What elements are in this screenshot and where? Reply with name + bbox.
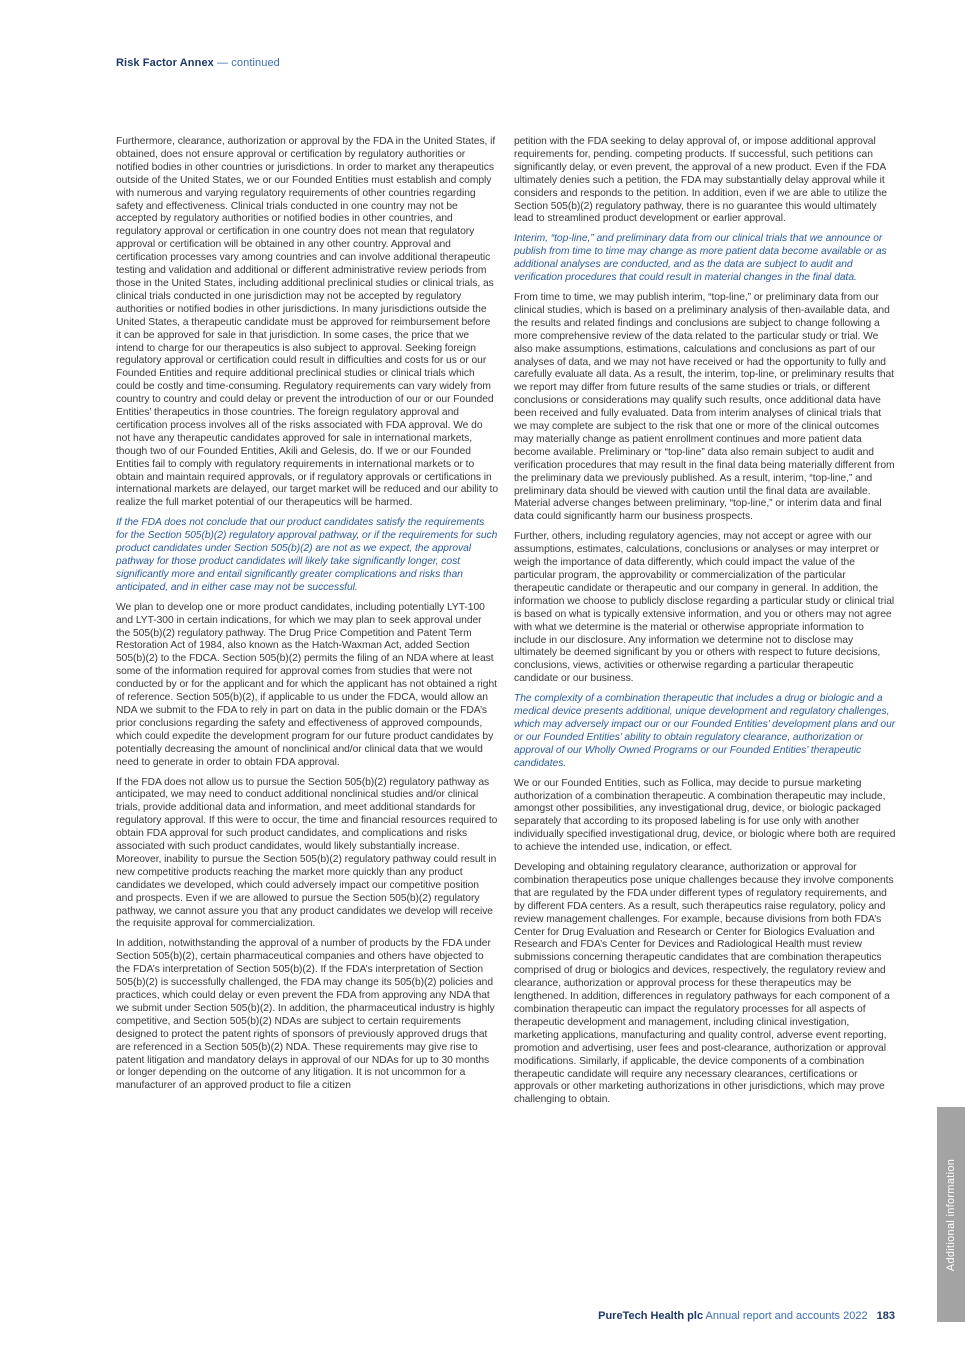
page-footer (598, 1310, 895, 1322)
section-continued: — continued (213, 57, 280, 69)
running-header (116, 57, 280, 69)
side-tab-label: Additional information (945, 1158, 957, 1271)
paragraph: We plan to develop one or more product candidates, including potentially LYT-100 and LYT-300 in certain indications, for which we may plan to seek approval under the 505(b)(2) regulatory pathway. The Drug Price Competition and Patent Term Restoration Act of 1984, also known as the Hatch-Waxman Act, added Section 505(b)(2) to the FDCA. Section 505(b)(2) permits the filing of an NDA where at least some of the information required for approval comes from studies that were not conducted by or for the applicant and for which the applicant has not obtained a right of reference. Section 505(b)(2), if applicable to us under the FDCA, would allow an NDA we submit to the FDA to rely in part on data in the public domain or the FDA’s prior conclusions regarding the safety and effectiveness of approved compounds, which could expedite the development program for our future product candidates by potentially decreasing the amount of nonclinical and/or clinical data that we would need to generate in order to obtain FDA approval. (116, 601, 497, 768)
section-side-tab[interactable] (937, 1107, 965, 1322)
paragraph: From time to time, we may publish interim, “top-line,” or preliminary data from our clinical studies, which is based on a preliminary analysis of then-available data, and the results and related findings and conclusions are subject to change following a more comprehensive review of the data related to the particular study or trial. We also make assumptions, estimations, calculations and conclusions as part of our analyses of data, and we may not have received or had the opportunity to fully and carefully evaluate all data. As a result, the interim, top-line, or preliminary results that we report may differ from future results of the same studies or trials, or different conclusions or considerations may qualify such results, once additional data have been received and fully evaluated. Data from interim analyses of clinical trials that we may complete are subject to the risk that one or more of the clinical outcomes may materially change as patient enrollment continues and more patient data become available. Preliminary or “top-line” data also remain subject to audit and verification procedures that may result in the final data being materially different from the preliminary data we previously published. As a result, interim, “top-line,” and preliminary data should be viewed with caution until the final data are available. Material adverse changes between preliminary, “top-line,” or interim data and final data could significantly harm our business prospects. (514, 291, 895, 523)
page-number: 183 (876, 1310, 895, 1322)
paragraph: Developing and obtaining regulatory clearance, authorization or approval for combination therapeutics pose unique challenges because they involve components that are regulated by the FDA under different types of regulatory requirements, and by different FDA centers. As a result, such therapeutics raise regulatory, policy and review management challenges. For example, because divisions from both FDA’s Center for Drug Evaluation and Research or Center for Biologics Evaluation and Research and FDA’s Center for Devices and Radiological Health must review submissions concerning therapeutic candidates that are combination therapeutics comprised of drug or biologics and devices, respectively, the regulatory review and clearance, authorization or approval process for these therapeutics may be lengthened. In addition, differences in regulatory pathways for each component of a combination therapeutic can impact the regulatory processes for all aspects of therapeutic development and management, including clinical investigation, marketing applications, manufacturing and quality control, adverse event reporting, promotion and advertising, user fees and post-clearance, authorization or approval modifications. Similarly, if applicable, the device components of a combination therapeutic candidate will require any necessary clearances, certifications or approvals or other marketing authorizations in other jurisdictions, which may prove challenging to obtain. (514, 862, 894, 1106)
paragraph: If the FDA does not allow us to pursue the Section 505(b)(2) regulatory pathway as anticipated, we may need to conduct additional nonclinical studies and/or clinical trials, provide additional data and information, and meet additional standards for regulatory approval. If this were to occur, the time and financial resources required to obtain FDA approval for such product candidates, and complications and risks associated with such product candidates, would likely substantially increase. Moreover, inability to pursue the Section 505(b)(2) regulatory pathway could result in new competitive products reaching the market more quickly than any product candidates we developed, which could adversely impact our competitive position and prospects. Even if we are allowed to pursue the Section 505(b)(2) regulatory pathway, we cannot assure you that any product candidates we develop will receive the requisite approval for commercialization. (116, 776, 498, 930)
risk-heading: Interim, “top-line,” and preliminary data from our clinical trials that we announce or publish from time to time may change as more patient data become available or as additional analyses are conducted, and as the data are subject to audit and verification procedures that could result in material changes in the final data. (514, 233, 887, 284)
footer-company: PureTech Health plc (598, 1310, 704, 1322)
right-column (514, 136, 896, 1114)
paragraph: In addition, notwithstanding the approval of a number of products by the FDA under Section 505(b)(2), certain pharmaceutical companies and others have objected to the FDA’s interpretation of Section 505(b)(2). If the FDA’s interpretation of Section 505(b)(2) is successfully challenged, the FDA may change its 505(b)(2) policies and practices, which could delay or even prevent the FDA from approving any NDA that we submit under Section 505(b)(2). In addition, the pharmaceutical industry is highly competitive, and Section 505(b)(2) NDAs are subject to certain requirements designed to protect the patent rights of sponsors of previously approved drugs that are referenced in a Section 505(b)(2) NDA. These requirements may give rise to patent litigation and mandatory delays in approval of our NDAs for up to 30 months or longer depending on the outcome of any litigation. It is not uncommon for a manufacturer of an approved product to file a citizen (116, 938, 495, 1092)
paragraph: We or our Founded Entities, such as Follica, may decide to pursue marketing authorization of a combination therapeutic. A combination therapeutic may include, amongst other possibilities, any investigational drug, device, or biologic packaged separately that according to its proposed labeling is for use only with another individually specified investigational drug, device, or biologic where both are required to achieve the intended use, indication, or effect. (514, 777, 896, 854)
risk-heading: The complexity of a combination therapeutic that includes a drug or biologic and a medical device presents additional, unique development and regulatory challenges, which may adversely impact our or our Founded Entities’ development plans and our or our Founded Entities’ ability to obtain regulatory clearance, authorization or approval of our Wholly Owned Programs or our Founded Entities’ therapeutic candidates. (514, 693, 896, 769)
paragraph: Further, others, including regulatory agencies, may not accept or agree with our assumptions, estimates, calculations, conclusions or analyses or may interpret or weigh the importance of data differently, which could impact the value of the particular program, the approvability or commercialization of the particular therapeutic candidate or therapeutic and our company in general. In addition, the information we choose to publicly disclose regarding a particular study or clinical trial is based on what is typically extensive information, and you or others may not agree with what we determine is the material or otherwise appropriate information to include in our disclosure. Any information we determine not to disclose may ultimately be deemed significant by you or others with respect to future decisions, conclusions, views, activities or otherwise regarding a particular therapeutic candidate or our business. (514, 531, 895, 685)
paragraph: Furthermore, clearance, authorization or approval by the FDA in the United States, if obtained, does not ensure approval or certification by regulatory authorities or notified bodies in other countries or jurisdictions. In order to market any therapeutics outside of the United States, we or our Founded Entities must establish and comply with numerous and varying regulatory requirements of other countries regarding safety and effectiveness. Clinical trials conducted in one country may not be accepted by regulatory authorities or notified bodies in other countries, and regulatory approval or certification in one country does not mean that regulatory approval or certification will be obtained in any other country. Approval and certification processes vary among countries and can involve additional therapeutic testing and validation and additional or different administrative review periods from those in the United States, including additional preclinical studies or clinical trials, as clinical trials conducted in one jurisdiction may not be accepted by regulatory authorities or notified bodies in other jurisdictions. In many jurisdictions outside the United States, a therapeutic candidate must be approved for reimbursement before it can be approved for sale in that jurisdiction. In some cases, the price that we intend to charge for our therapeutics is also subject to approval. Seeking foreign regulatory approval or certification could result in difficulties and costs for us or our Founded Entities and require additional preclinical studies or clinical trials which could be costly and time-consuming. Regulatory requirements can vary widely from country to country and could delay or prevent the introduction of our or our Founded Entities’ therapeutics in those countries. The foreign regulatory approval and certification process involves all of the risks associated with FDA approval. We do not have any therapeutic candidates approved for sale in international markets, though two of our Founded Entities, Akili and Gelesis, do. If we or our Founded Entities fail to comply with regulatory requirements in international markets or to obtain and maintain required approvals, or if regulatory approvals or certifications in international markets are delayed, our target market will be reduced and our ability to realize the full market potential of our therapeutics will be harmed. (116, 136, 498, 509)
section-title: Risk Factor Annex (116, 57, 214, 69)
risk-heading: If the FDA does not conclude that our product candidates satisfy the requirements for the Section 505(b)(2) regulatory approval pathway, or if the requirements for such product candidates under Section 505(b)(2) are not as we expect, the approval pathway for those product candidates will likely take significantly longer, cost significantly more and entail significantly greater complications and risks than anticipated, and in either case may not be successful. (116, 517, 498, 593)
left-column (116, 136, 498, 1100)
paragraph: petition with the FDA seeking to delay approval of, or impose additional approval requirements for, pending. competing products. If successful, such petitions can significantly delay, or even prevent, the approval of a new product. Even if the FDA ultimately denies such a petition, the FDA may substantially delay approval while it considers and responds to the petition. In addition, even if we are able to utilize the Section 505(b)(2) regulatory pathway, there is no guarantee this would ultimately lead to streamlined product development or earlier approval. (514, 136, 887, 225)
footer-report-title: Annual report and accounts 2022 (705, 1310, 868, 1322)
